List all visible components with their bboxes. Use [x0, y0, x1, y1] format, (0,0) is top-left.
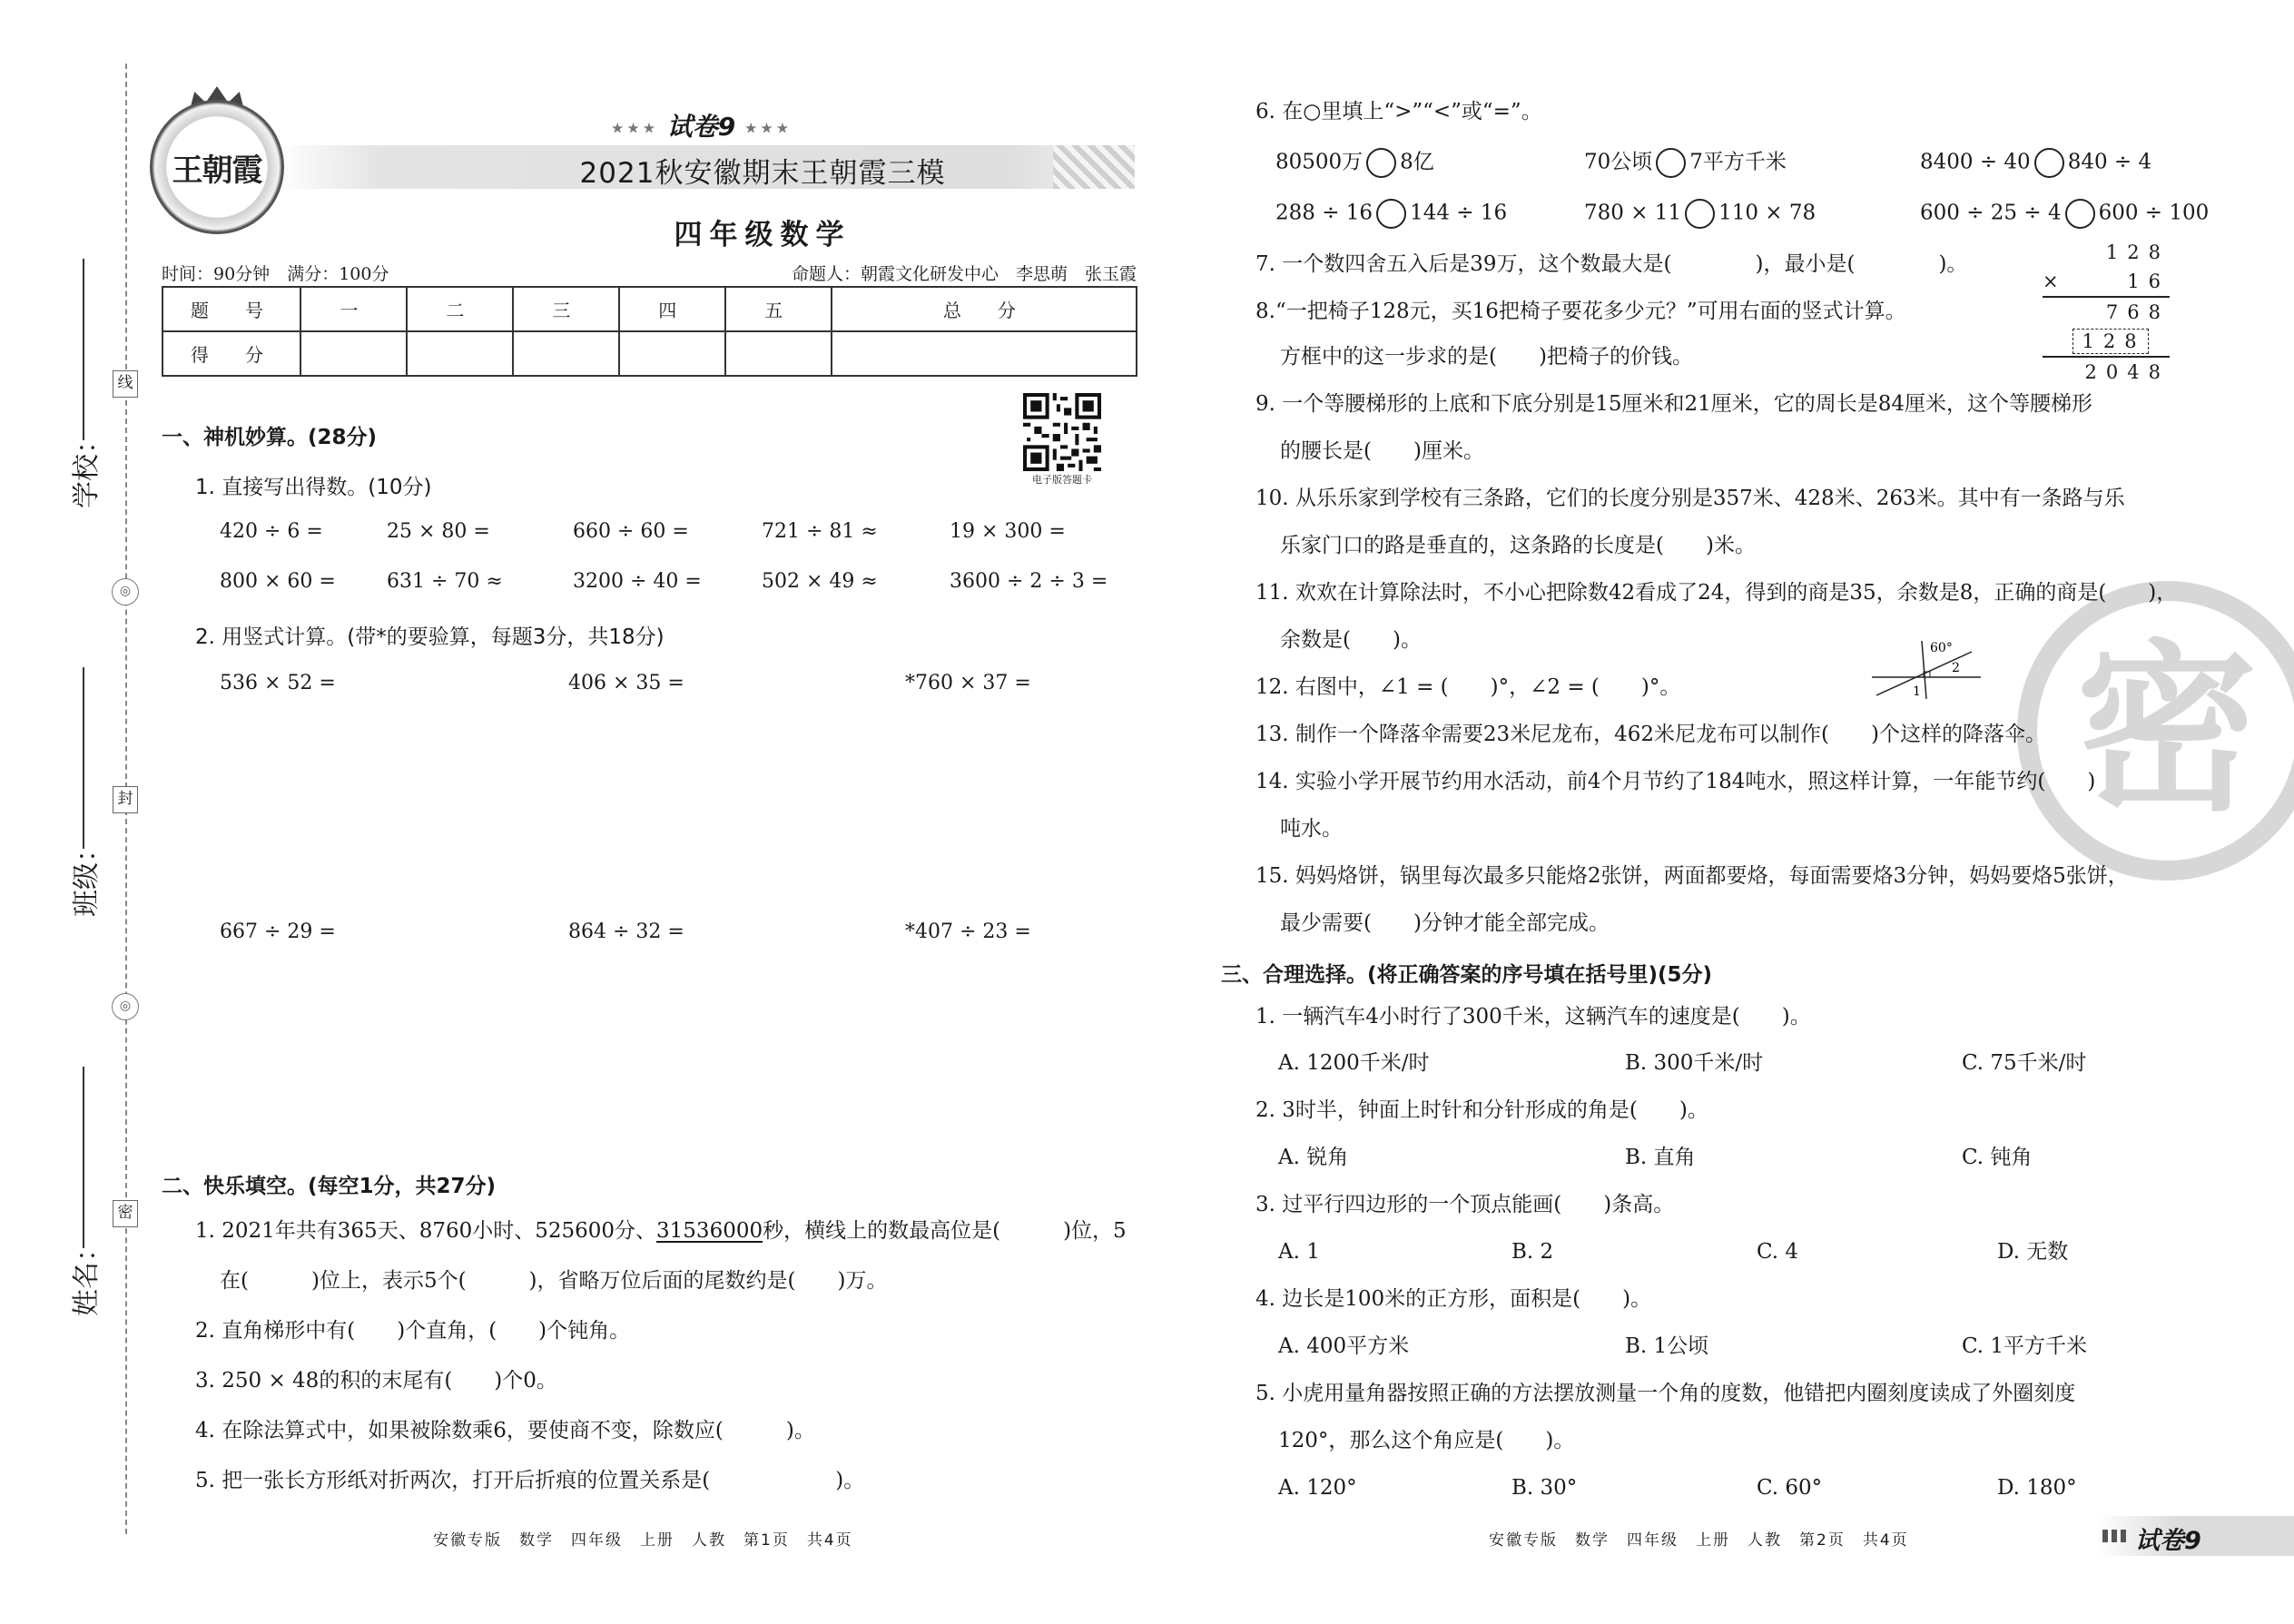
s2-q6-title: 6. 在○里填上“>”“<”或“=”。 [1255, 100, 1542, 123]
binding-tag-seal: 封 [113, 786, 138, 813]
compare-circle-blank[interactable] [1656, 148, 1686, 178]
choice-option[interactable]: A. 1 [1278, 1240, 1320, 1264]
compare-left: 8400 ÷ 40 [1920, 150, 2031, 174]
vertical-calc-item: 406 × 35 = [568, 672, 684, 694]
s3-q3: 3. 过平行四边形的一个顶点能画( )条高。 [1255, 1193, 1675, 1216]
mental-calc-item: 3600 ÷ 2 ÷ 3 = [950, 570, 1108, 593]
s2-q1-line2: 在( )位上，表示5个( )，省略万位后面的尾数约是( )万。 [220, 1269, 888, 1293]
compare-item [1275, 148, 1434, 178]
mental-calc-item: 420 ÷ 6 = [220, 520, 323, 543]
section3-title: 三、合理选择。(将正确答案的序号填在括号里)(5分) [1221, 963, 1713, 987]
mental-calc-item: 660 ÷ 60 = [573, 520, 689, 543]
s2-q8-line1: 8.“一把椅子128元，买16把椅子要花多少元？”可用右面的竖式计算。 [1255, 300, 1906, 323]
s2-q9-line1: 9. 一个等腰梯形的上底和下底分别是15厘米和21厘米，它的周长是84厘米，这个等腰梯形 [1255, 392, 2093, 416]
s2-q10-line2: 乐家门口的路是垂直的，这条路的长度是( )米。 [1280, 534, 1756, 557]
multiply-sign: × [2043, 271, 2068, 292]
vmul-partial2-boxed: 128 [2072, 329, 2149, 354]
compare-circle-blank[interactable] [2065, 199, 2095, 229]
score-row-label: 得 分 [162, 331, 300, 376]
angle-figure [1872, 635, 1981, 701]
s3-q5-line2: 120°，那么这个角应是( )。 [1278, 1429, 1575, 1452]
score-value-row [162, 331, 1137, 376]
brand-logo [150, 100, 284, 234]
mental-calc-item: 800 × 60 = [220, 570, 336, 593]
s2-q10-line1: 10. 从乐乐家到学校有三条路，它们的长度分别是357米、428米、263米。其中有一条路与乐 [1255, 487, 2125, 510]
vmul-multiplier: 16 [2127, 271, 2170, 292]
compare-right: 7平方千米 [1689, 150, 1787, 174]
compare-right: 600 ÷ 100 [2098, 201, 2210, 225]
s3-q5-line1: 5. 小虎用量角器按照正确的方法摆放测量一个角的度数，他错把内圈刻度读成了外圈刻度 [1255, 1382, 2076, 1405]
choice-option[interactable]: C. 60° [1757, 1476, 1823, 1500]
s2-q14-line1: 14. 实验小学开展节约用水活动，前4个月节约了184吨水，照这样计算，一年能节约( ) [1255, 770, 2096, 793]
s2-q15-line1: 15. 妈妈烙饼，锅里每次最多只能烙2张饼，两面都要烙，每面需要烙3分钟，妈妈要烙5张饼， [1255, 864, 2129, 888]
exam-time: 时间：90分钟 [162, 264, 271, 284]
compare-right: 144 ÷ 16 [1410, 201, 1508, 225]
choice-option[interactable]: A. 120° [1278, 1476, 1357, 1500]
star-icon: ★★★ [611, 119, 659, 137]
compare-item [1584, 148, 1787, 178]
vertical-multiplication [2043, 238, 2170, 387]
vertical-calc-item: 864 ÷ 32 = [568, 920, 684, 943]
mental-calc-item: 721 ÷ 81 ≈ [762, 520, 878, 543]
binding-tag-dense: 密 [113, 1200, 138, 1227]
score-header-cell: 题 号 [162, 287, 300, 331]
s3-q1: 1. 一辆汽车4小时行了300千米，这辆汽车的速度是( )。 [1255, 1005, 1811, 1029]
vertical-calc-item: *760 × 37 = [905, 672, 1031, 694]
choice-option[interactable]: C. 4 [1757, 1240, 1799, 1264]
compare-left: 780 × 11 [1584, 201, 1682, 225]
score-header-cell: 五 [725, 287, 832, 331]
s2-q13: 13. 制作一个降落伞需要23米尼龙布，462米尼龙布可以制作( )个这样的降落伞。 [1255, 723, 2047, 746]
binding-hole-icon: ◎ [112, 993, 139, 1020]
score-header-cell: 总 分 [832, 287, 1137, 331]
s2-q1-underlined-number: 31536000 [656, 1219, 763, 1243]
s2-q4: 4. 在除法算式中，如果被除数乘6，要使商不变，除数应( )。 [195, 1419, 815, 1442]
score-header-cell: 四 [619, 287, 725, 331]
name-label: 姓名： [71, 1235, 103, 1316]
vmul-top: 128 [2105, 241, 2170, 263]
mental-calc-item: 502 × 49 ≈ [762, 570, 878, 593]
score-header-cell: 一 [300, 287, 407, 331]
choice-option[interactable]: C. 钝角 [1962, 1146, 2033, 1169]
compare-right: 840 ÷ 4 [2067, 150, 2152, 174]
compare-left: 70公顷 [1584, 150, 1653, 174]
page2-footer: 安徽专版 数学 四年级 上册 人教 第2页 共4页 [1489, 1531, 1909, 1550]
star-icon: ★★★ [744, 119, 793, 137]
vmul-result: 2048 [2084, 361, 2170, 383]
s2-q2: 2. 直角梯形中有( )个直角，( )个钝角。 [195, 1319, 631, 1343]
page1-footer: 安徽专版 数学 四年级 上册 人教 第1页 共4页 [433, 1531, 853, 1550]
s2-q1-text-b: 秒，横线上的数最高位是( )位，5 [763, 1219, 1127, 1243]
s1-q1-title: 1. 直接写出得数。(10分) [195, 476, 432, 499]
binding-tag-line: 线 [113, 370, 138, 398]
choice-option[interactable]: A. 400平方米 [1278, 1334, 1410, 1358]
compare-circle-blank[interactable] [1376, 199, 1406, 229]
compare-item [1920, 148, 2151, 178]
vmul-partial2-row [2043, 327, 2170, 356]
mental-calc-item: 3200 ÷ 40 = [573, 570, 702, 593]
class-field[interactable] [56, 667, 111, 917]
compare-left: 288 ÷ 16 [1275, 201, 1373, 225]
score-input-cell[interactable] [300, 331, 407, 376]
exam-meta [162, 261, 389, 285]
choice-option[interactable]: A. 1200千米/时 [1278, 1051, 1430, 1075]
score-header-cell: 二 [407, 287, 513, 331]
mental-calc-item: 19 × 300 = [950, 520, 1066, 543]
s2-q14-line2: 吨水。 [1280, 817, 1343, 841]
compare-right: 110 × 78 [1718, 201, 1816, 225]
mental-calc-item: 25 × 80 = [387, 520, 490, 543]
confidential-seal-watermark [2017, 581, 2294, 881]
score-header-cell: 三 [513, 287, 619, 331]
score-table [162, 286, 1137, 377]
exam-authors: 命题人：朝霞文化研发中心 李思萌 张玉霞 [791, 264, 1137, 284]
section2-title: 二、快乐填空。(每空1分，共27分) [162, 1175, 497, 1198]
s2-q12: 12. 右图中，∠1 = ( )°，∠2 = ( )°。 [1255, 675, 1681, 699]
vertical-calc-item: 536 × 52 = [220, 672, 336, 694]
s1-q2-title: 2. 用竖式计算。(带*的要验算，每题3分，共18分) [195, 625, 665, 649]
choice-option[interactable]: D. 180° [1997, 1476, 2077, 1500]
compare-circle-blank[interactable] [1366, 148, 1396, 178]
paper-title: 四年级数学 [674, 219, 852, 251]
fig-angle-label: 60° [1930, 641, 1953, 655]
choice-option[interactable]: A. 锐角 [1278, 1146, 1349, 1169]
choice-option[interactable]: C. 75千米/时 [1962, 1051, 2087, 1075]
choice-option[interactable]: C. 1平方千米 [1962, 1334, 2088, 1358]
s2-q11-line1: 11. 欢欢在计算除法时，不小心把除数42看成了24，得到的商是35，余数是8，正确的商是( )， [1255, 581, 2178, 605]
paper-number: 试卷9 [666, 112, 736, 142]
score-input-cell[interactable] [725, 331, 832, 376]
corner-paper-number: 试卷9 [2135, 1527, 2201, 1555]
class-underline[interactable] [83, 667, 84, 849]
compare-right: 8亿 [1400, 150, 1434, 174]
brand-logo-text: 王朝霞 [172, 152, 262, 189]
school-field[interactable] [56, 259, 111, 508]
s2-q7: 7. 一个数四舍五入后是39万，这个数最大是( )，最小是( )。 [1255, 252, 1968, 276]
choice-option[interactable]: B. 直角 [1625, 1146, 1696, 1169]
fig-label-2: 2 [1952, 661, 1960, 675]
paper-series: 2021秋安徽期末王朝霞三模 [579, 157, 946, 190]
seal-char: 密 [2075, 625, 2258, 836]
exam-full-score: 满分：100分 [287, 264, 389, 284]
school-underline[interactable] [83, 259, 84, 440]
binding-hole-icon: ◎ [112, 578, 139, 605]
compare-left: 600 ÷ 25 ÷ 4 [1920, 201, 2062, 225]
choice-option[interactable]: B. 300千米/时 [1625, 1051, 1764, 1075]
s2-q15-line2: 最少需要( )分钟才能全部完成。 [1280, 911, 1610, 935]
s2-q1-line1 [195, 1219, 1127, 1245]
s2-q9-line2: 的腰长是( )厘米。 [1280, 439, 1484, 463]
school-label: 学校： [71, 427, 103, 508]
score-input-cell[interactable] [832, 331, 1137, 376]
score-header-row [162, 287, 1137, 331]
name-underline[interactable] [83, 1067, 84, 1248]
score-input-cell[interactable] [619, 331, 725, 376]
choice-option[interactable]: B. 2 [1511, 1240, 1554, 1264]
compare-item [1275, 199, 1507, 229]
compare-circle-blank[interactable] [1685, 199, 1715, 229]
s2-q5: 5. 把一张长方形纸对折两次，打开后折痕的位置关系是( )。 [195, 1469, 865, 1492]
fig-label-1: 1 [1913, 684, 1921, 699]
corner-paper-tag [2097, 1516, 2294, 1556]
s3-q4: 4. 边长是100米的正方形，面积是( )。 [1255, 1287, 1652, 1311]
choice-option[interactable]: D. 无数 [1997, 1240, 2069, 1264]
s3-q2: 2. 3时半，钟面上时针和分针形成的角是( )。 [1255, 1098, 1708, 1122]
choice-option[interactable]: B. 1公顷 [1625, 1334, 1709, 1358]
s2-q11-line2: 余数是( )。 [1280, 628, 1422, 652]
s2-q8-line2: 方框中的这一步求的是( )把椅子的价钱。 [1280, 345, 1693, 369]
score-input-cell[interactable] [407, 331, 513, 376]
vmul-multiplier-row [2043, 267, 2170, 296]
score-input-cell[interactable] [513, 331, 619, 376]
compare-item [1920, 199, 2209, 229]
s2-q1-text-a: 1. 2021年共有365天、8760小时、525600分、 [195, 1219, 657, 1243]
s2-q3: 3. 250 × 48的积的末尾有( )个0。 [195, 1369, 557, 1393]
section1-title: 一、神机妙算。(28分) [162, 426, 378, 449]
compare-item [1584, 199, 1816, 229]
binding-margin [0, 0, 136, 1624]
vertical-calc-item: *407 ÷ 23 = [905, 920, 1031, 943]
vmul-partial1: 768 [2105, 301, 2170, 323]
paper-number-tag [611, 107, 792, 143]
vertical-calc-item: 667 ÷ 29 = [220, 920, 336, 943]
compare-left: 80500万 [1275, 150, 1364, 174]
choice-option[interactable]: B. 30° [1511, 1476, 1578, 1500]
name-field[interactable] [56, 1067, 111, 1316]
class-label: 班级： [71, 835, 103, 917]
qr-code-icon[interactable] [1023, 393, 1101, 471]
mental-calc-item: 631 ÷ 70 ≈ [387, 570, 503, 593]
qr-caption: 电子版答题卡 [1032, 474, 1092, 486]
compare-circle-blank[interactable] [2034, 148, 2064, 178]
corner-tag-stripes-icon [2102, 1530, 2126, 1542]
header-ribbon-pattern [1053, 145, 1135, 189]
